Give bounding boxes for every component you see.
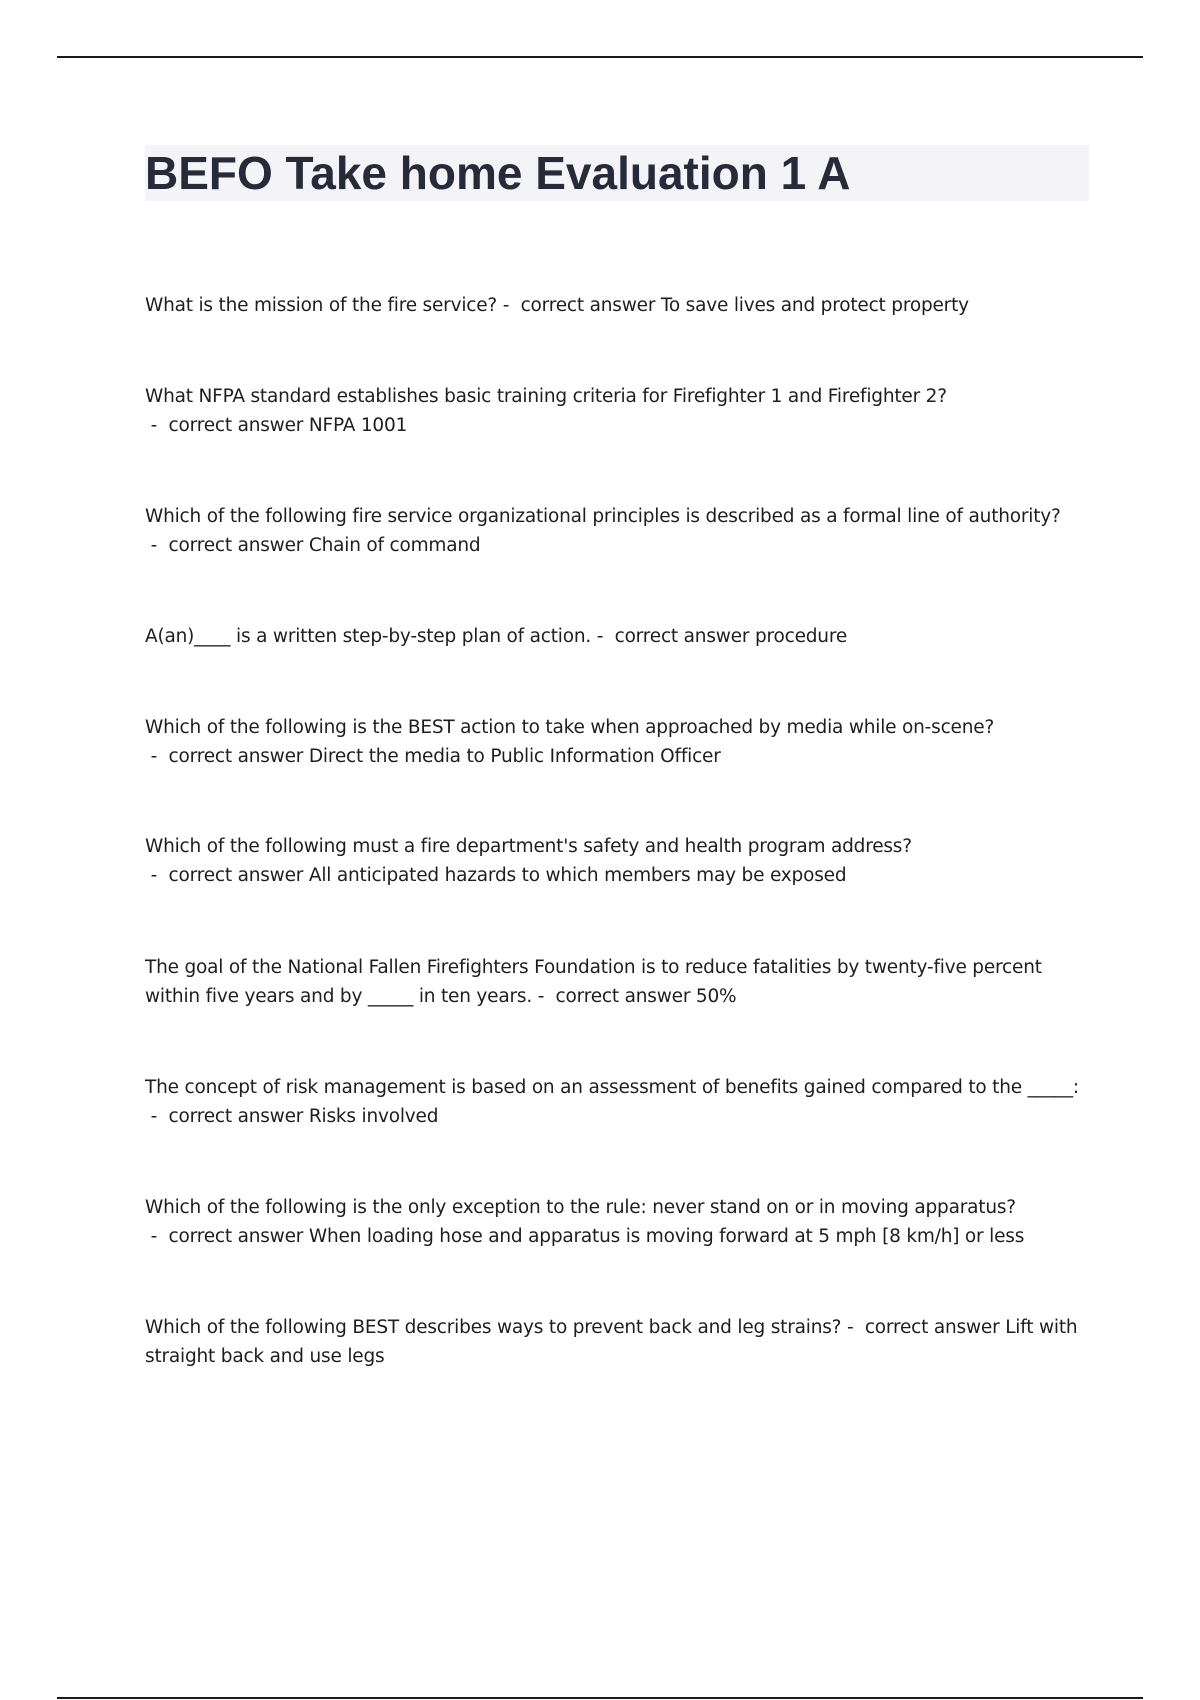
qa-item xyxy=(145,382,1095,440)
answer-separator: - correct answer xyxy=(145,1106,309,1127)
question-text: What NFPA standard establishes basic training criteria for Firefighter 1 and Firefighter 2? xyxy=(145,386,947,407)
document-title: BEFO Take home Evaluation 1 A xyxy=(145,147,851,199)
answer-text: procedure xyxy=(754,626,848,647)
qa-item xyxy=(145,502,1095,560)
answer-text: To save lives and protect property xyxy=(660,295,969,316)
top-rule xyxy=(57,56,1143,58)
question-text: A(an)____ is a written step-by-step plan of action. xyxy=(145,626,592,647)
answer-separator: - correct answer xyxy=(145,415,309,436)
question-text: Which of the following must a fire department's safety and health program address? xyxy=(145,836,912,857)
answer-separator: - correct answer xyxy=(591,626,755,647)
answer-text: Direct the media to Public Information Officer xyxy=(308,746,721,767)
qa-item xyxy=(145,1193,1095,1251)
question-text: Which of the following BEST describes ways to prevent back and leg strains? xyxy=(145,1317,842,1338)
answer-separator: - correct answer xyxy=(497,295,661,316)
answer-separator: - correct answer xyxy=(532,986,696,1007)
answer-separator: - correct answer xyxy=(841,1317,1006,1338)
answer-separator: - correct answer xyxy=(145,746,309,767)
qa-item xyxy=(145,832,1095,890)
bottom-rule xyxy=(57,1697,1143,1699)
answer-text: 50% xyxy=(695,986,737,1007)
question-text: The goal of the National Fallen Firefighters Foundation is to reduce fatalities by twenty-five percent within five years and by _____ in ten years. xyxy=(145,957,1042,1007)
qa-item xyxy=(145,291,1095,320)
question-text: Which of the following is the BEST action to take when approached by media while on-scene? xyxy=(145,717,995,738)
answer-text: All anticipated hazards to which members may be exposed xyxy=(308,865,847,886)
answer-text: Lift with straight back and use legs xyxy=(145,1317,1078,1367)
question-text: Which of the following fire service organizational principles is described as a formal line of authority? xyxy=(145,506,1061,527)
qa-item xyxy=(145,1073,1095,1131)
qa-item xyxy=(145,953,1095,1011)
answer-separator: - correct answer xyxy=(145,865,309,886)
qa-item xyxy=(145,713,1095,771)
answer-text: NFPA 1001 xyxy=(308,415,408,436)
question-text: Which of the following is the only exception to the rule: never stand on or in moving apparatus? xyxy=(145,1197,1016,1218)
qa-item xyxy=(145,1313,1095,1371)
answer-text: Risks involved xyxy=(308,1106,439,1127)
answer-separator: - correct answer xyxy=(145,1226,309,1247)
answer-separator: - correct answer xyxy=(145,535,309,556)
question-text: What is the mission of the fire service? xyxy=(145,295,498,316)
qa-item xyxy=(145,622,1095,651)
answer-text: Chain of command xyxy=(308,535,481,556)
question-text: The concept of risk management is based on an assessment of benefits gained compared to the _____: xyxy=(145,1077,1079,1098)
answer-text: When loading hose and apparatus is moving forward at 5 mph [8 km/h] or less xyxy=(308,1226,1025,1247)
